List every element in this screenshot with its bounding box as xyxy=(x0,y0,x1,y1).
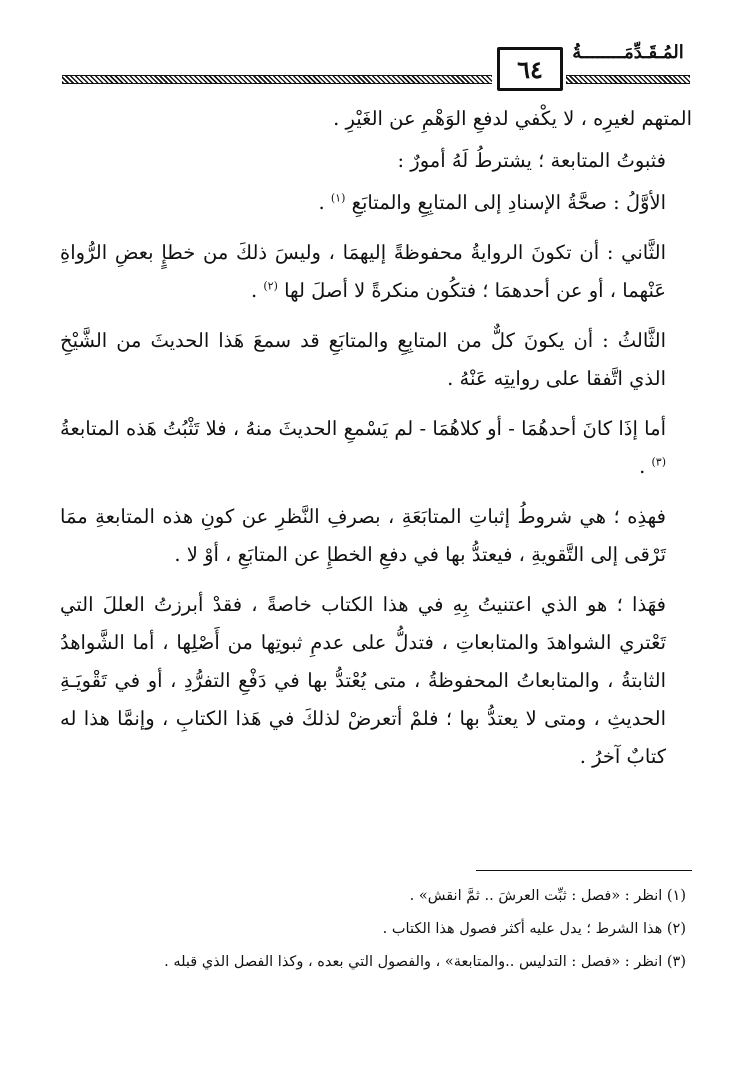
footnotes xyxy=(60,880,692,979)
page-header xyxy=(0,0,752,100)
footnote-ref: (٢) xyxy=(263,279,278,293)
paragraph: أما إذَا كانَ أحدهُمَا - أو كلاهُمَا - لم يَسْمعِ الحديثَ منهُ ، فلا تَثْبُتُ هَذه المتابعةُ $^{(٣)}$ . xyxy=(60,417,666,478)
footnote: (١) انظر : «فصل : ثبِّت العرشَ .. ثمَّ انقش» . xyxy=(409,888,686,904)
footnote-ref: (١) xyxy=(330,191,346,205)
paragraph: المتهم لغيرِه ، لا يكْفي لدفعِ الوَهْمِ عن الغَيْرِ . xyxy=(333,107,692,130)
paragraph: الثَّالثُ : أن يكونَ كلٌّ من المتابِعِ والمتابَعِ قد سمعَ هَذا الحديثَ من الشَّيْخِ الذي اتَّفقا على روايتِه عَنْهُ . xyxy=(60,329,666,390)
section-title: المُـقَـدِّمَــــــــةُ xyxy=(572,42,684,63)
paragraph: فثبوتُ المتابعة ؛ يشترطُ لَهُ أمورٌ : xyxy=(397,149,666,172)
paragraph-text: الأوَّلُ : صحَّةُ الإسنادِ إلى المتابِعِ والمتابَعِ xyxy=(351,191,666,214)
paragraph: الأوَّلُ : صحَّةُ الإسنادِ إلى المتابِعِ والمتابَعِ $^{(١)}$ . xyxy=(318,191,666,214)
footnote-divider xyxy=(476,870,692,871)
main-text xyxy=(60,100,692,788)
footnote-ref: (٣) xyxy=(651,455,666,469)
paragraph-text: أما إذَا كانَ أحدهُمَا - أو كلاهُمَا - لم يَسْمعِ الحديثَ منهُ ، فلا تَثْبُتُ هَذه المتابعةُ xyxy=(60,417,666,440)
header-rule-right xyxy=(566,75,690,84)
paragraph-text: الثَّاني : أن تكونَ الروايةُ محفوظةً إليهمَا ، وليسَ ذلكَ من خطإٍ بعضِ الرُّواةِ عَنْهما ، أو عن أحدهمَا ؛ فتكُون منكرةً لا أصلَ لها xyxy=(60,241,666,302)
footnote: (٣) انظر : «فصل : التدليس ..والمتابعة» ، والفصول التي بعده ، وكذا الفصل الذي قبله . xyxy=(164,954,686,970)
footnote: (٢) هذا الشرط ؛ يدل عليه أكثر فصول هذا الكتاب . xyxy=(382,921,686,937)
paragraph: فهَذا ؛ هو الذي اعتنيتُ بِهِ في هذا الكتاب خاصةً ، فقدْ أبرزتُ العللَ التي تَعْتري الشواهدَ والمتابعاتِ ، فتدلُّ على عدمِ ثبوتِها من أَصْلِها ، أما الشَّواهدُ الثابتةُ ، والمتابعاتُ المحفوظةُ ، متى يُعْتدُّ بها في دَفْعِ التفرُّدِ ، أو في تَقْويَـةِ الحديثِ ، ومتى لا يعتدُّ بها ؛ فلمْ أتعرضْ لذلكَ في هَذا الكتابِ ، وإنمَّا هذا له كتابٌ آخرُ . xyxy=(60,593,666,768)
paragraph: فهذِه ؛ هي شروطُ إثباتِ المتابَعَةِ ، بصرفِ النَّظرِ عن كونِ هذه المتابعةِ ممَا تَرْقى إلى التَّقويةِ ، فيعتدُّ بها في دفعِ الخطإِ عن المتابَعِ ، أوْ لا . xyxy=(60,505,666,566)
page-number: ٦٤ xyxy=(497,47,563,91)
header-rule-left xyxy=(62,75,492,84)
paragraph: الثَّاني : أن تكونَ الروايةُ محفوظةً إليهمَا ، وليسَ ذلكَ من خطإٍ بعضِ الرُّواةِ عَنْهما ، أو عن أحدهمَا ؛ فتكُون منكرةً لا أصلَ لها $^{(٢)}$ . xyxy=(60,241,666,302)
